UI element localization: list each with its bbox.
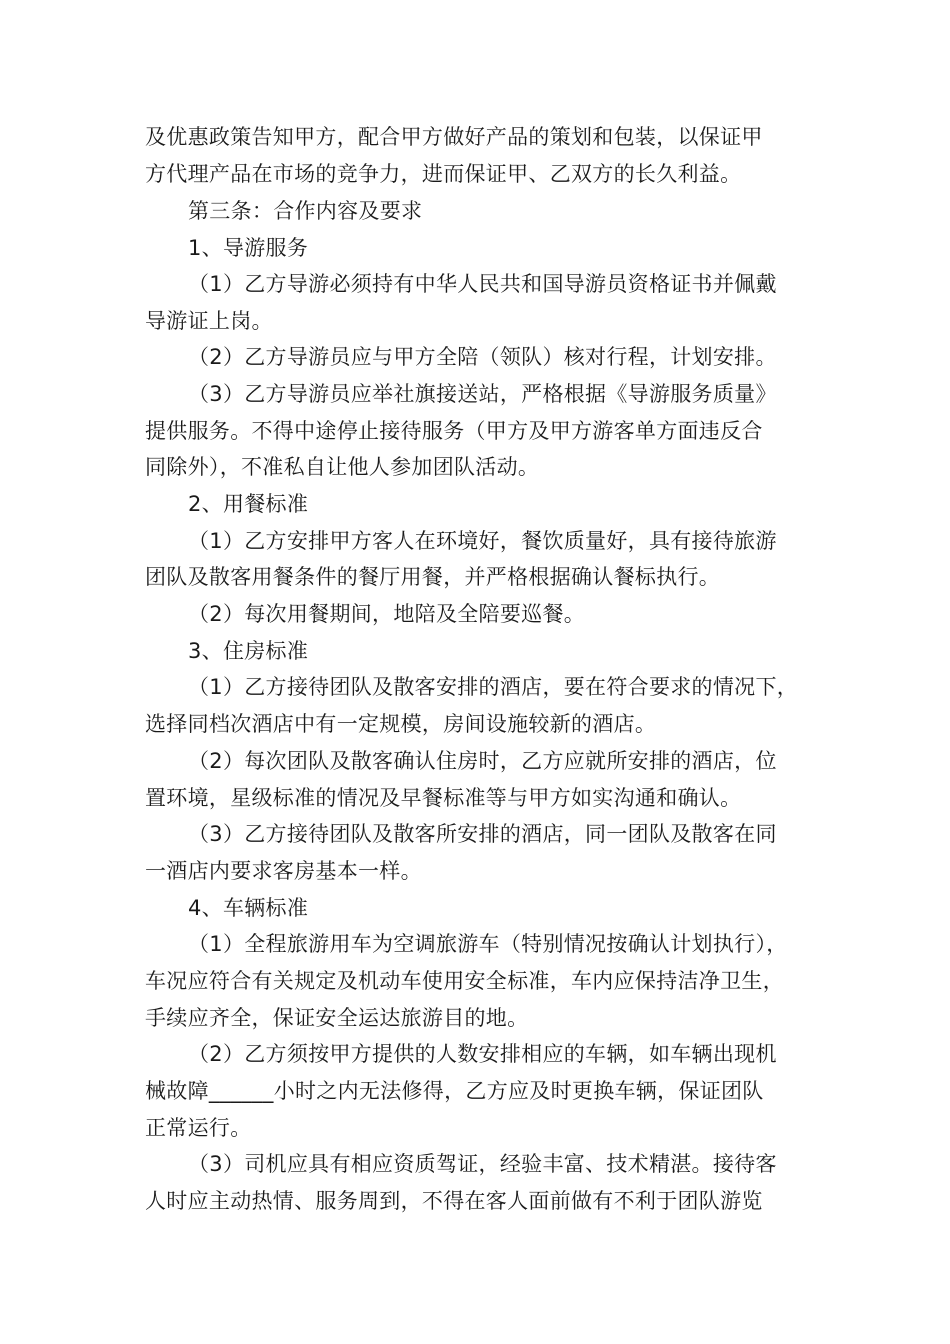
- text-line: 一酒店内要求客房基本一样。: [145, 859, 422, 883]
- subsection-heading: 3、住房标准: [188, 639, 309, 663]
- text-line: （3）乙方导游员应举社旗接送站，严格根据《导游服务质量》: [188, 382, 777, 406]
- text-line: （2）每次团队及散客确认住房时，乙方应就所安排的酒店，位: [188, 749, 777, 773]
- text-line: 械故障______小时之内无法修得，乙方应及时更换车辆，保证团队: [145, 1079, 764, 1103]
- text-line: 团队及散客用餐条件的餐厅用餐，并严格根据确认餐标执行。: [145, 565, 721, 589]
- text-line: 正常运行。: [145, 1116, 252, 1140]
- text-line: 手续应齐全，保证安全运达旅游目的地。: [145, 1006, 529, 1030]
- text-line: 导游证上岗。: [145, 309, 273, 333]
- text-line: 人时应主动热情、服务周到，不得在客人面前做有不利于团队游览: [145, 1189, 763, 1213]
- subsection-heading: 2、用餐标准: [188, 492, 309, 516]
- text-line: （2）乙方须按甲方提供的人数安排相应的车辆，如车辆出现机: [188, 1042, 777, 1066]
- text-line: （1）乙方导游必须持有中华人民共和国导游员资格证书并佩戴: [188, 272, 777, 296]
- text-line: 选择同档次酒店中有一定规模，房间设施较新的酒店。: [145, 712, 657, 736]
- text-line: 及优惠政策告知甲方，配合甲方做好产品的策划和包装，以保证甲: [145, 125, 763, 149]
- text-line: （1）全程旅游用车为空调旅游车（特别情况按确认计划执行），: [188, 932, 788, 956]
- text-line: （3）乙方接待团队及散客所安排的酒店，同一团队及散客在同: [188, 822, 777, 846]
- subsection-heading: 4、车辆标准: [188, 896, 309, 920]
- text-line: （2）乙方导游员应与甲方全陪（领队）核对行程，计划安排。: [188, 345, 777, 369]
- text-line: 置环境，星级标准的情况及早餐标准等与甲方如实沟通和确认。: [145, 786, 742, 810]
- subsection-heading: 1、导游服务: [188, 236, 309, 260]
- text-line: （3）司机应具有相应资质驾证，经验丰富、技术精湛。接待客: [188, 1152, 777, 1176]
- text-line: 方代理产品在市场的竞争力，进而保证甲、乙双方的长久利益。: [145, 162, 742, 186]
- text-line: 同除外），不准私自让他人参加团队活动。: [145, 455, 540, 479]
- text-line: （2）每次用餐期间，地陪及全陪要巡餐。: [188, 602, 586, 626]
- text-line: （1）乙方安排甲方客人在环境好，餐饮质量好，具有接待旅游: [188, 529, 777, 553]
- text-line: （1）乙方接待团队及散客安排的酒店，要在符合要求的情况下，: [188, 675, 799, 699]
- section-heading: 第三条：合作内容及要求: [188, 199, 423, 223]
- text-line: 提供服务。不得中途停止接待服务（甲方及甲方游客单方面违反合: [145, 419, 763, 443]
- text-line: 车况应符合有关规定及机动车使用安全标准，车内应保持洁净卫生，: [145, 969, 784, 993]
